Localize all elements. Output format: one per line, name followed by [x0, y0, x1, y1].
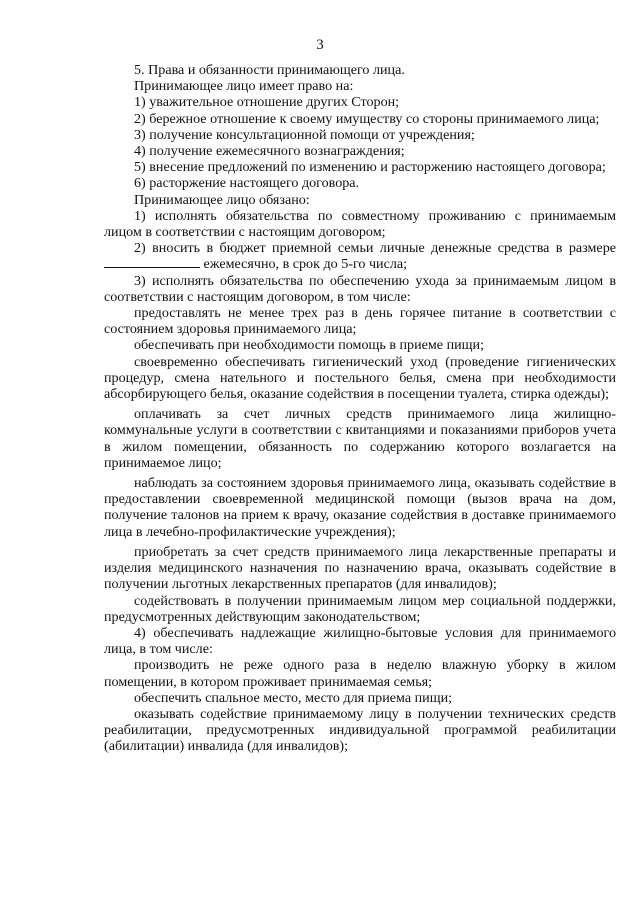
- care-item-hygiene: своевременно обеспечивать гигиенический уход (проведение гигиенических процедур, смена нательного и постельного белья, смена при необходимости абсорбирующего белья, оказание содействия в посещении туалета, стирка одежды);: [104, 353, 616, 403]
- care-item-meals: предоставлять не менее трех раз в день горячее питание в соответствии с состоянием здоровья принимаемого лица;: [104, 305, 616, 338]
- right-item-3: 3) получение консультационной помощи от учреждения;: [134, 126, 475, 143]
- duty-item-3: 3) исполнять обязательства по обеспечению ухода за принимаемым лицом в соответствии с настоящим договором, в том числе:: [104, 272, 616, 305]
- right-item-4: 4) получение ежемесячного вознаграждения;: [134, 143, 405, 160]
- section-heading: 5. Права и обязанности принимающего лица.: [134, 62, 405, 78]
- care-item-health: наблюдать за состоянием здоровья принимаемого лица, оказывать содействие в предоставлении своевременной медицинской помощи (вызов врача на дом, получение талонов на прием к врачу, оказание содействия в доставке принимаемого лица в лечебно-профилактические учреждения);: [104, 475, 616, 540]
- document-body: [104, 62, 616, 755]
- rights-intro: Принимающее лицо имеет право на:: [134, 78, 354, 95]
- care-item-utilities: оплачивать за счет личных средств принимаемого лица жилищно-коммунальные услуги в соответствии с квитанциями и показаниями приборов учета в жилом помещении, обязанность по содержанию которого возлагается на принимаемое лицо;: [104, 406, 616, 471]
- page-number: 3: [316, 37, 324, 53]
- duty-item-2: [104, 240, 616, 272]
- right-item-5: 5) внесение предложений по изменению и расторжению настоящего договора;: [134, 159, 606, 176]
- duty-item-1: 1) исполнять обязательства по совместному проживанию с принимаемым лицом в соответствии с настоящим договором;: [104, 207, 616, 241]
- care-item-social-support: содействовать в получении принимаемым лицом мер социальной поддержки, предусмотренных действующим законодательством;: [104, 592, 616, 625]
- right-item-2: 2) бережное отношение к своему имуществу со стороны принимаемого лица;: [134, 110, 600, 127]
- duty-item-2-text: 2) вносить в бюджет приемной семьи личные денежные средства в размере: [134, 240, 616, 257]
- right-item-1: 1) уважительное отношение других Сторон;: [134, 94, 400, 111]
- right-item-6: 6) расторжение настоящего договора.: [134, 175, 360, 192]
- living-item-cleaning: производить не реже одного раза в неделю влажную уборку в жилом помещении, в котором проживает принимаемая семья;: [104, 657, 616, 690]
- duty-item-4: 4) обеспечивать надлежащие жилищно-бытовые условия для принимаемого лица, в том числе:: [104, 624, 616, 658]
- living-item-rehab-means: оказывать содействие принимаемому лицу в получении технических средств реабилитации, предусмотренных индивидуальной программой реабилитации (абилитации) инвалида (для инвалидов);: [104, 705, 616, 755]
- duty-item-2-tail: ежемесячно, в срок до 5-го числа;: [203, 256, 408, 273]
- care-item-eating-help: обеспечивать при необходимости помощь в приеме пищи;: [134, 337, 484, 354]
- living-item-sleeping-place: обеспечить спальное место, место для приема пищи;: [134, 689, 453, 706]
- duties-intro: Принимающее лицо обязано:: [134, 191, 310, 208]
- care-item-medicines: приобретать за счет средств принимаемого лица лекарственные препараты и изделия медицинского назначения по назначению врача, оказывать содействие в получении льготных лекарственных препаратов (для инвалидов);: [104, 543, 616, 593]
- amount-blank-line: [104, 256, 200, 268]
